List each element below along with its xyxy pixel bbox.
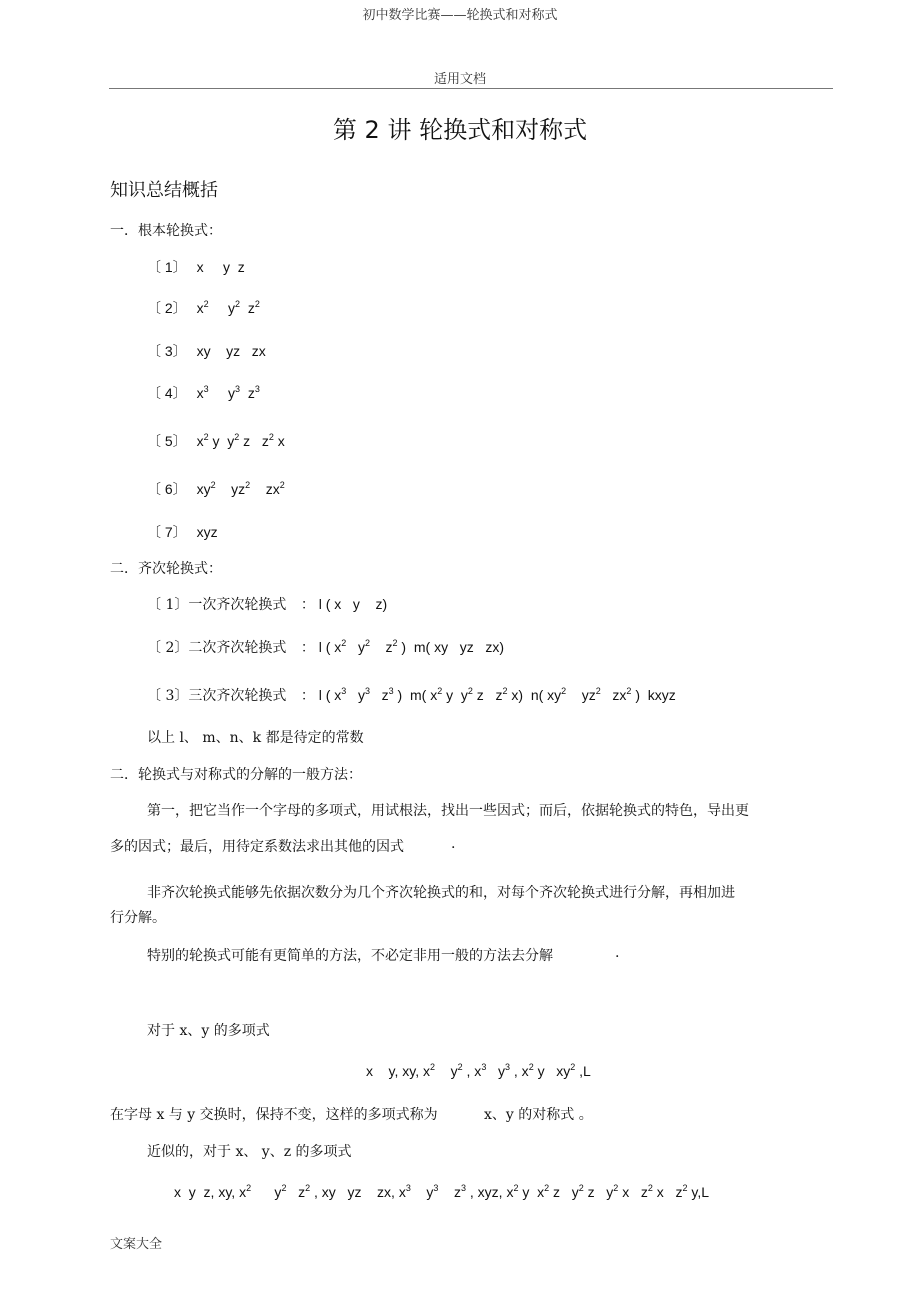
part3-paragraph-1-line-1: 第一，把它当作一个字母的多项式，用试根法，找出一些因式；而后，依据轮换式的特色，导出更 (147, 803, 749, 819)
part1-item-5: 〔 5〕 $x^2$ y $y^2$ z $z^2$ x (147, 432, 285, 449)
symmetric-intro-xyz: 近似的，对于 x、 y、z 的多项式 (147, 1144, 352, 1160)
part1-item-1: 〔 1〕 x y z (147, 259, 245, 275)
item-expr: xyz (196, 524, 218, 540)
part2-item-3: 〔 3〕三次齐次轮换式 ： l ( $x^3$ $y^3$ $z^3$ ) m( $x^2$ y $y^2$ z $z^2$ x) n( $xy^2$ $yz^2$ $zx^2$ ) kxyz (147, 686, 676, 704)
formula-xy: x y, xy, $x^2$ $y^2$ , $x^3$ $y^3$ , $x^2$ y $xy^2$ ,L (366, 1062, 591, 1079)
item-number: 〔 2〕 (147, 640, 189, 656)
part2-note: 以上 l、 m、n、k 都是待定的常数 (147, 730, 364, 746)
part3-paragraph-2-line-1: 非齐次轮换式能够先依据次数分为几个齐次轮换式的和，对每个齐次轮换式进行分解，再相加进 (147, 885, 735, 901)
document-footer: 文案大全 (110, 1237, 163, 1252)
part1-item-3: 〔 3〕 xy yz zx (147, 343, 266, 359)
item-number: 〔 2〕 (147, 300, 187, 316)
part3-paragraph-1-line-2: 多的因式；最后，用待定系数法求出其他的因式 (110, 839, 404, 855)
part3-paragraph-1-dot: . (451, 836, 456, 852)
document-header-title: 初中数学比赛——轮换式和对称式 (362, 8, 558, 23)
page-title: 第 2 讲 轮换式和对称式 (332, 116, 588, 144)
item-number: 〔 4〕 (147, 385, 187, 401)
item-number: 〔 1〕 (147, 259, 187, 275)
formula-xyz: x y z, xy, $x^2$ $y^2$ $z^2$ , xy yz zx, $x^3$ $y^3$ $z^3$ , xyz, $x^2$ y $x^2$ z $y^2$ z $y^2$ x $z^2$ x $z^2$ y,L (174, 1183, 709, 1200)
item-number: 〔 5〕 (147, 433, 187, 449)
item-number: 〔 3〕 (147, 688, 189, 704)
part2-item-1: 〔 1〕一次齐次轮换式 ： l ( x y z) (147, 596, 388, 613)
item-label: 三次齐次轮换式 (188, 688, 287, 704)
part1-item-4: 〔 4〕 $x^3$ $y^3$ $z^3$ (147, 384, 260, 401)
part3-paragraph-3-dot: . (615, 945, 620, 961)
part3-paragraph-3: 特别的轮换式可能有更简单的方法，不必定非用一般的方法去分解 (147, 948, 553, 964)
part1-item-7 (147, 522, 218, 542)
item-number: 〔 7〕 (147, 524, 187, 540)
document-header-subtitle: 适用文档 (433, 72, 486, 87)
part1-heading: 一．根本轮换式： (110, 223, 222, 239)
item-label: 一次齐次轮换式 (188, 597, 287, 613)
part3-paragraph-2-line-2: 行分解。 (110, 910, 166, 926)
part1-item-2: 〔 2〕 $x^2$ $y^2$ $z^2$ (147, 299, 260, 316)
part2-heading: 二．齐次轮换式： (110, 561, 222, 577)
symmetric-definition-a: 在字母 x 与 y 交换时，保持不变，这样的多项式称为 (110, 1107, 438, 1123)
item-number: 〔 3〕 (147, 343, 187, 359)
symmetric-intro-xy: 对于 x、y 的多项式 (147, 1023, 270, 1039)
symmetric-definition-b: x、y 的对称式 。 (484, 1107, 593, 1123)
item-number: 〔 1〕 (147, 597, 189, 613)
part2-item-2: 〔 2〕二次齐次轮换式 ： l ( $x^2$ $y^2$ $z^2$ ) m( xy yz zx) (147, 638, 505, 656)
part1-item-6: 〔 6〕 $xy^2$ $yz^2$ $zx^2$ (147, 480, 285, 497)
part3-heading: 二．轮换式与对称式的分解的一般方法： (110, 767, 362, 783)
section-heading: 知识总结概括 (110, 180, 218, 201)
header-divider (109, 88, 833, 89)
item-number: 〔 6〕 (147, 481, 187, 497)
item-label: 二次齐次轮换式 (188, 640, 287, 656)
